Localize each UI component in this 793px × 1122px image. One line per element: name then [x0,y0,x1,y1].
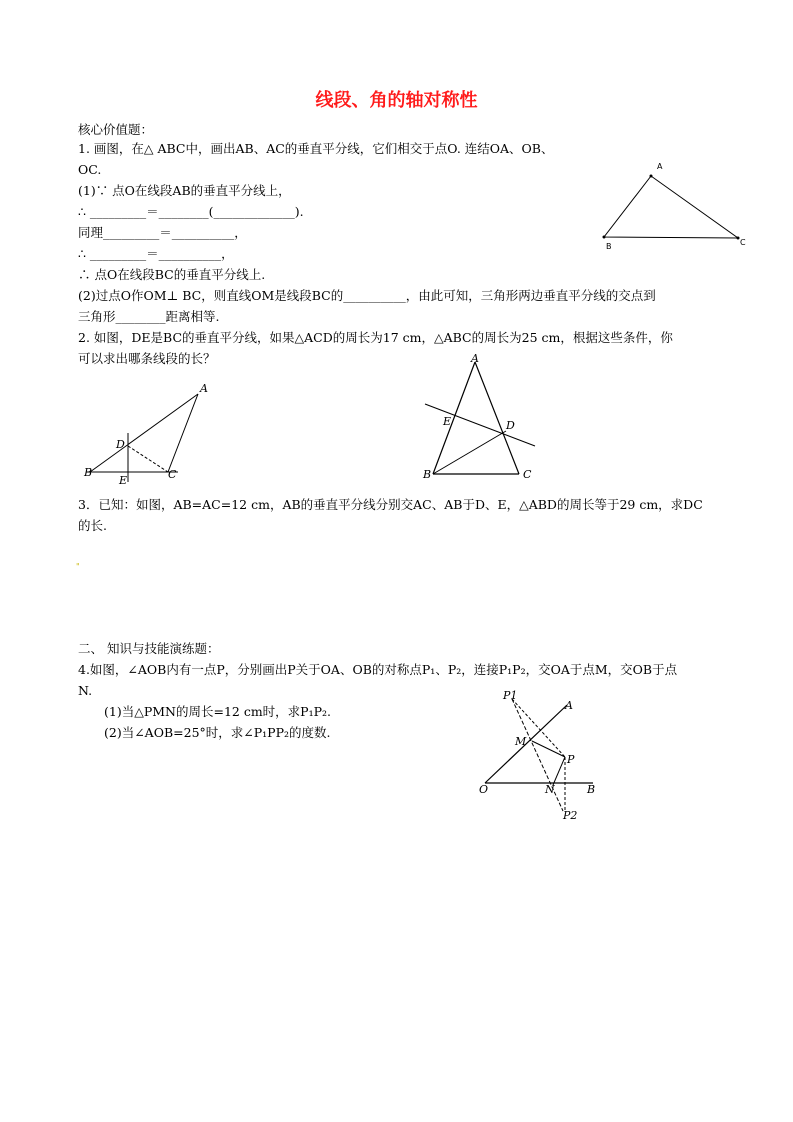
fig2-label-b: B [84,466,93,479]
fig4-label-p1: P1 [503,689,518,702]
fig4-label-n: N [545,783,555,796]
fig4-label-p2: P2 [563,809,578,822]
fig1-label-b: B [606,242,612,251]
section-heading-core: 核心价值题： [78,122,154,137]
q3-line-2: 的长. [78,518,107,533]
fig4-label-m: M [515,735,527,748]
q3-line-1: 3．已知：如图，AB=AC=12 cm，AB的垂直平分线分别交AC、AB于D、E，△ABD的周长等于29 cm，求DC [78,497,703,512]
q2-line-1: 2. 如图，DE是BC的垂直平分线，如果△ACD的周长为17 cm，△ABC的周长为25 cm，根据这些条件，你 [78,330,673,345]
page-title: 线段、角的轴对称性 [315,90,478,111]
q4-line-1: 4.如图，∠AOB内有一点P，分别画出P关于OA、OB的对称点P₁、P₂，连接P₁P₂，交OA于点M，交OB于点 [78,662,678,677]
stray-mark: " [76,562,80,571]
fig2-label-a: A [200,382,208,395]
q1-line-2: OC. [78,162,102,177]
q1-line-1: 1. 画图，在△ ABC中，画出AB、AC的垂直平分线，它们相交于点O. 连结OA、OB、 [78,141,554,156]
q4-sub-2: (2)当∠AOB=25°时，求∠P₁PP₂的度数. [104,725,331,740]
figure-q4-angle [475,685,610,825]
fig3-label-b: B [423,468,432,481]
q2-line-2: 可以求出哪条线段的长？ [78,351,216,366]
figure-triangle-abc [590,155,760,255]
fig2-label-e: E [119,474,128,487]
fig2-label-d: D [116,438,125,451]
fig3-label-a: A [471,352,479,365]
q1-line-7: ∴ 点O在线段BC的垂直平分线上. [78,267,266,282]
fig1-label-c: C [740,238,746,247]
fig4-label-b: B [587,783,596,796]
q1-line-3: (1)∵ 点O在线段AB的垂直平分线上， [78,183,291,198]
q1-line-4: ∴ _________＝________(_____________). [78,204,304,219]
q4-line-2: N. [78,683,93,698]
fig4-label-o: O [479,783,489,796]
fig4-label-a: A [565,699,573,712]
q1-line-5: 同理_________＝__________， [78,225,247,240]
figure-q2-right [415,346,550,486]
fig3-label-d: D [506,419,515,432]
q1-line-9: 三角形________距离相等. [78,309,220,324]
fig3-label-e: E [443,415,452,428]
fig3-label-c: C [523,468,532,481]
q1-line-6: ∴ _________＝__________， [78,246,234,261]
fig4-label-p: P [567,753,575,766]
fig2-label-c: C [168,468,177,481]
q1-line-8: (2)过点O作OM⊥ BC，则直线OM是线段BC的__________，由此可知，三角形两边垂直平分线的交点到 [78,288,656,303]
figure-q2-left [78,378,218,488]
fig1-label-a: A [657,162,663,171]
section-heading-practice: 二、 知识与技能演练题： [78,641,220,656]
q4-sub-1: (1)当△PMN的周长=12 cm时，求P₁P₂. [104,704,331,719]
